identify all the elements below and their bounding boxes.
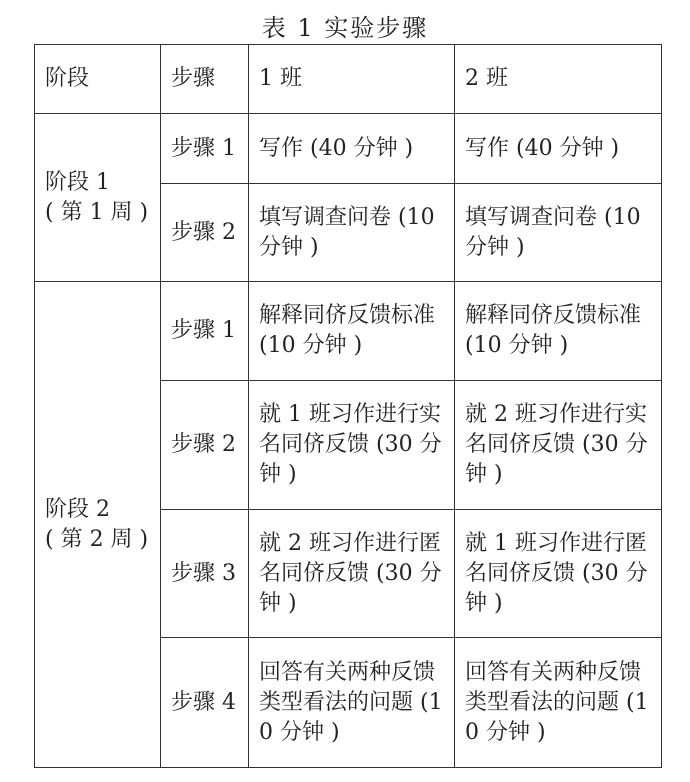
phase1-step1-class1: 写作 (40 分钟 ) (249, 114, 455, 184)
table-row (35, 114, 662, 184)
phase1-step1-class2: 写作 (40 分钟 ) (455, 114, 662, 184)
phase2-step2-class2: 就 2 班习作进行实名同侪反馈 (30 分钟 ) (455, 381, 662, 510)
header-class1: 1 班 (249, 45, 455, 114)
phase2-step4-class2: 回答有关两种反馈类型看法的问题 (10 分钟 ) (455, 638, 662, 768)
phase2-step2-class1: 就 1 班习作进行实名同侪反馈 (30 分钟 ) (249, 381, 455, 510)
phase2-step4: 步骤 4 (161, 638, 249, 768)
header-class2: 2 班 (455, 45, 662, 114)
phase2-step4-class1: 回答有关两种反馈类型看法的问题 (10 分钟 ) (249, 638, 455, 768)
header-phase: 阶段 (35, 45, 161, 114)
phase1-step2-class1: 填写调查问卷 (10 分钟 ) (249, 184, 455, 282)
phase2-step1-class2: 解释同侪反馈标准 (10 分钟 ) (455, 282, 662, 381)
phase1-step2-class2: 填写调查问卷 (10 分钟 ) (455, 184, 662, 282)
phase2-week: ( 第 2 周 ) (45, 526, 149, 552)
phase1-step2: 步骤 2 (161, 184, 249, 282)
table-row (35, 282, 662, 381)
phase2-cell (35, 282, 161, 768)
phase2-step3-class2: 就 1 班习作进行匿名同侪反馈 (30 分钟 ) (455, 510, 662, 638)
phase2-step3-class1: 就 2 班习作进行匿名同侪反馈 (30 分钟 ) (249, 510, 455, 638)
phase1-week: ( 第 1 周 ) (45, 199, 149, 225)
phase1-cell (35, 114, 161, 282)
phase2-name: 阶段 2 (45, 496, 110, 522)
phase2-step2: 步骤 2 (161, 381, 249, 510)
phase2-step1-class1: 解释同侪反馈标准 (10 分钟 ) (249, 282, 455, 381)
phase2-step1: 步骤 1 (161, 282, 249, 381)
header-step: 步骤 (161, 45, 249, 114)
header-row (35, 45, 662, 114)
phase1-name: 阶段 1 (45, 169, 110, 195)
experiment-steps-table (34, 44, 662, 768)
phase1-step1: 步骤 1 (161, 114, 249, 184)
table-caption: 表 1 实验步骤 (261, 14, 429, 42)
phase2-step3: 步骤 3 (161, 510, 249, 638)
